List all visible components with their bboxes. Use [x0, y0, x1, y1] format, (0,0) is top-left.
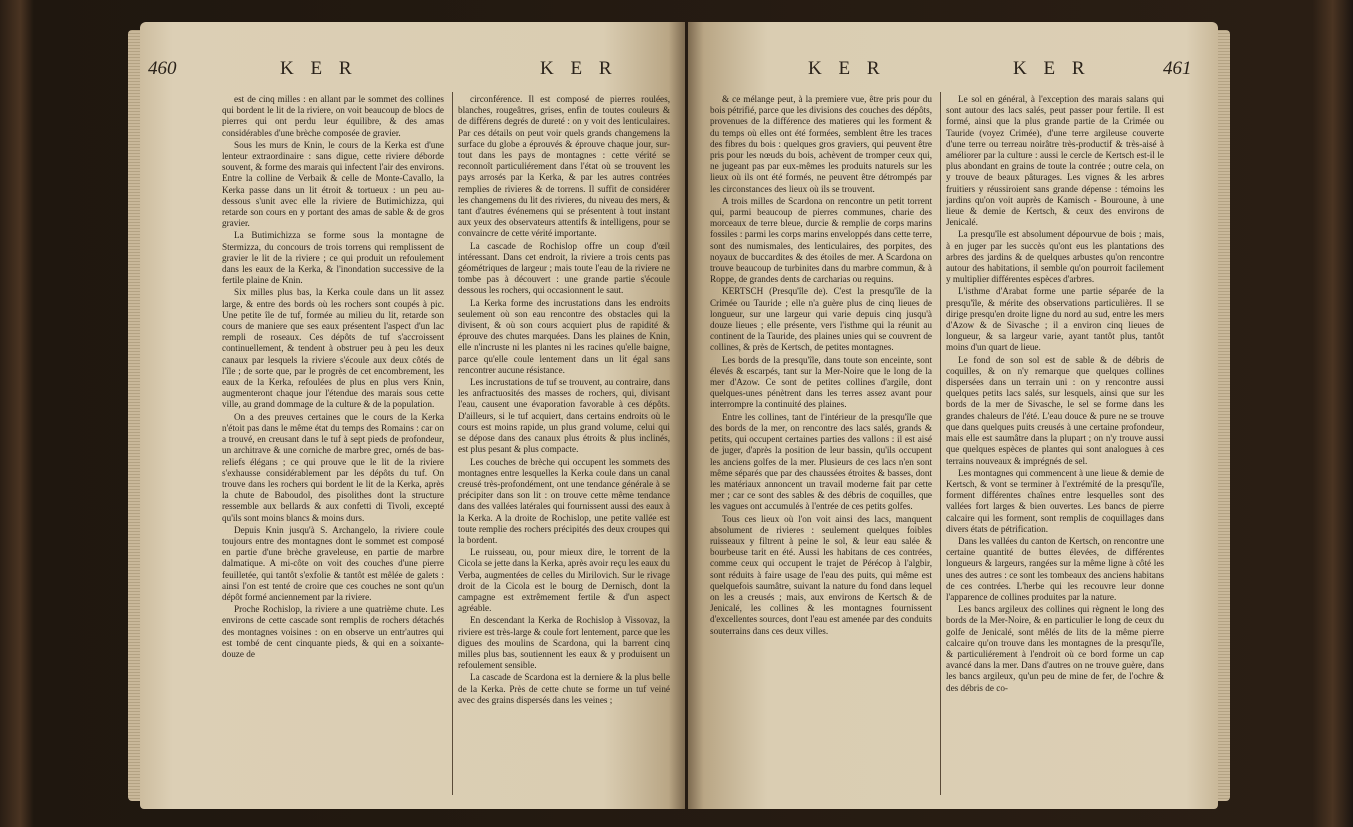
paragraph: Depuis Knin jusqu'à S. Archangelo, la riviere coule toujours entre des montagnes dont le sommet est composé en partie d'une brèche graveleuse, en partie de marbre dalmatique. A mi-côte on voit des couches d'une pierre feuilletée, qui tantôt s'exfolie & tantôt est mêlée de galets : ainsi l'on est tenté de croire que ces couches ne sont qu'un dépôt formé anciennement par la riviere. — [222, 524, 444, 602]
column-rule — [452, 92, 453, 795]
paragraph: Les montagnes qui commencent à une lieue & demie de Kertsch, & vont se terminer à l'extrémité de la presqu'île, forment différentes chaînes entre lesquelles sont des vallées fort larges & bien ouvertes. Les bancs de pierre calcaire qui les forment, sont remplis de coquillages dans divers états de pétrification. — [946, 467, 1164, 534]
paragraph: Entre les collines, tant de l'intérieur de la presqu'île que des bords de la mer, on rencontre des lacs salés, grands & petits, qui occupent certaines parties des vallons : il est aisé de juger, d'après la position de leur bassin, qu'ils occupent les anciens golfes de la mer. Plusieurs de ces lacs n'en sont même séparés que par des chaussées étroites & basses, dont les matériaux annoncent un travail moderne fait par cette mer ; car ce sont des sables & des débris de coquilles, que les vagues ont accumulés à l'entrée de ces petits golfes. — [710, 411, 932, 512]
paragraph: Le ruisseau, ou, pour mieux dire, le torrent de la Cicola se jette dans la Kerka, après avoir reçu les eaux du Verba, augmentées de celles du Mirilovich. Sur le rivage droit de la Cicola est le bourg de Dernisch, dont la campagne est extrêmement fertile & d'un aspect agréable. — [458, 547, 670, 614]
running-header: K E R — [540, 58, 618, 79]
paragraph: Le fond de son sol est de sable & de débris de coquilles, & on n'y remarque que quelques collines dispersées dans un terrain uni : on y rencontre aussi quelques petits lacs salés, sur lesquels, ainsi que sur les bords de la mer de Sivasche, le sel se forme dans les grandes chaleurs de l'été. L'eau douce & pure ne se trouve que dans quelques puits creusés à une certaine profondeur, mais elle est saumâtre dans la plupart ; on n'y trouve aussi que quelques espèces de plantes qui sont analogues à ces terrains nouveaux & imprégnés de sel. — [946, 354, 1164, 466]
column-rule — [940, 92, 941, 795]
paragraph: Tous ces lieux où l'on voit ainsi des lacs, manquent absolument de rivieres : seulement quelques foibles ruisseaux y filtrent à peine le sol, & leur eau salée & bourbeuse tarit en été. Aussi les habitans de ces contrées, comme ceux qui occupent le trajet de Pérécop à l'algbir, sont réduits à faire usage de l'eau des puits, qui même est quelquefois saumâtre, suivant la nature du fond dans lequel on les a creusés ; mais, aux environs de Kertsch & de Jenicalé, les collines & les montagnes fournissent d'excellentes sources, dont l'eau est amenée par des conduits souterrains dans ces deux villes. — [710, 513, 932, 636]
paragraph: KERTSCH (Presqu'île de). C'est la presqu'île de la Crimée ou Tauride ; elle n'a guère plus de cinq lieues de longueur, sur une largeur qui varie depuis cinq jusqu'à douze lieues ; elle présente, vers l'isthme qui la réunit au continent de la Tauride, des plaines unies qui se couvrent de collines, & près de Kertsch, de petites montagnes. — [710, 286, 932, 353]
paragraph: Les couches de brèche qui occupent les sommets des montagnes entre lesquelles la Kerka coule dans un canal creusé très-profondément, ont une tendance générale à se précipiter dans son lit : on trouve cette même tendance dans des vallées latérales qui fournissent aussi des eaux à la Kerka. A la droite de Rochislop, une petite vallée est toute remplie des rochers précipités des deux croupes qui la bordent. — [458, 456, 670, 545]
running-header: K E R — [808, 58, 886, 79]
paragraph: est de cinq milles : en allant par le sommet des collines qui bordent le lit de la riviere, on voit beaucoup de blocs de pierres qui ont perdu leur équilibre, & des amas considérables d'une brèche composée de gravier. — [222, 94, 444, 138]
paragraph: A trois milles de Scardona on rencontre un petit torrent qui, parmi beaucoup de pierres communes, charie des morceaux de terre bleue, durcie & remplie de corps marins fossiles : parmi les corps marins enveloppés dans cette terre, sont des numismales, des lenticulaires, des porpites, des noyaux de buccardites & des étoiles de mer. A Scardona on trouve beaucoup de turbinites dans du marbre commun, & à Roppe, de grandes dents de carcharias ou requins. — [710, 195, 932, 285]
paragraph: Sous les murs de Knin, le cours de la Kerka est d'une lenteur extraordinaire : sans digue, cette riviere déborde souvent, & forme des marais qui infectent l'air des environs. Entre la colline de Verbaik & celle de Monte-Cavallo, la Kerka passe dans un lit étroit & tortueux : un peu au-dessous s'unit avec elle la riviere de Butimichizza, qui retarde son cours en y portant des amas de sable & de gros gravier. — [222, 139, 444, 229]
page-number: 460 — [148, 58, 177, 79]
paragraph: Les bancs argileux des collines qui règnent le long des bords de la Mer-Noire, & en particulier le long de ceux du golfe de Jenicalé, sont mêlés de lits de la même pierre calcaire qu'on trouve dans les montagnes de la presqu'île, & particuliérement à l'endroit où ce bord forme un cap avancé dans la mer. Dans d'autres on ne trouve guère, dans les bancs argileux, qu'un peu de mine de fer, de l'ochre & des débris de co- — [946, 604, 1164, 693]
text-column — [710, 94, 932, 797]
text-column — [946, 94, 1164, 797]
paragraph: Le sol en général, à l'exception des marais salans qui sont autour des lacs salés, peut passer pour fertile. Il est formé, ainsi que la plus grande partie de la Crimée ou Tauride (voyez Crimée), d'une terre argileuse couverte d'une terre ou terreau noirâtre très-productif & très-aisé à améliorer par la culture : aussi le cercle de Kertsch est-il le plus abondant en grains de toute la contrée ; outre cela, on y trouve de beaux pâturages. Les vignes & les arbres fruitiers y réussiroient sans grande dépense : témoins les jardins qu'on voit auprès de Kamisch - Bouroune, à une lieue & demie de Kertsch, & ceux des environs de Jenicalé. — [946, 94, 1164, 228]
paragraph: La cascade de Rochislop offre un coup d'œil intéressant. Dans cet endroit, la riviere a trois cents pas géométriques de largeur ; mais toute l'eau de la riviere ne tombe pas à découvert : une grande partie s'écoule dessous les rochers, qui occasionnent le saut. — [458, 240, 670, 296]
page-number: 461 — [1163, 58, 1192, 79]
paragraph: On a des preuves certaines que le cours de la Kerka n'étoit pas dans le même état du temps des Romains : car on a trouvé, en creusant dans le tuf à sept pieds de profondeur, un architrave & une corniche de marbre grec, ornés de bas-reliefs élégans ; ce qui prouve que le lit de la riviere s'exhausse considérablement par les dépôts du tuf. On trouve dans les rochers qui bordent le lit de la Kerka, après la chute de Baboudol, des pisolithes dont la structure ressemble aux bellards & aux confetti di Tivoli, excepté qu'ils sont moins blancs & moins durs. — [222, 411, 444, 523]
paragraph: Les incrustations de tuf se trouvent, au contraire, dans les anfractuosités des masses de rochers, qui, divisant l'eau, causent une évaporation favorable à ces dépôts. D'ailleurs, si le tuf acquiert, dans certains endroits où le cours est moins rapide, un plus grand volume, celui qui se dépose dans des canaux plus étroits & plus inclinés, est plus pesant & plus compacte. — [458, 377, 670, 455]
paragraph: La Butimichizza se forme sous la montagne de Stermizza, du concours de trois torrens qui remplissent de gravier le lit de la riviere ; ce qui produit un refoulement dans les eaux de la Kerka, & l'inondation successive de la fertile plaine de Knin. — [222, 230, 444, 286]
paragraph: circonférence. Il est composé de pierres roulées, blanches, rougeâtres, grises, enfin de toutes couleurs & de différens degrés de dureté : on y voit des lenticulaires. Par ces détails on peut voir quels grands changemens la surface du globe a éprouvés & éprouve chaque jour, sur-tout dans les pays de montagnes : cette vérité se reconnoît particuliérement dans l'état où se trouvent les pays arrosés par la Kerka, & par les autres contrées remplies de rivieres & de torrens. Il suffit de considérer les changemens du lit des rivieres, du niveau des mers, & tant d'autres événemens qui se présentent à tout instant aux yeux des observateurs attentifs & intelligens, pour se convaincre de cette vérité importante. — [458, 94, 670, 239]
paragraph: La Kerka forme des incrustations dans les endroits seulement où son eau rencontre des obstacles qui la divisent, & où son cours acquiert plus de rapidité & éprouve des chutes marquées. Dans les plaines de Knin, elle n'incruste ni les plantes ni les racines qu'elle baigne, parce qu'elle coule lentement dans un lit égal sans rencontrer aucune résistance. — [458, 297, 670, 375]
paragraph: En descendant la Kerka de Rochislop à Vissovaz, la riviere est très-large & coule fort lentement, parce que les digues des moulins de Scardona, qui la barrent cinq milles plus bas, soutiennent les eaux & y produisent un refoulement sensible. — [458, 615, 670, 671]
paragraph: Six milles plus bas, la Kerka coule dans un lit assez large, & entre des bords où les rochers sont coupés à pic. Une petite île de tuf, formée au milieu du lit, retarde son cours de maniere que ses eaux présentent l'aspect d'un lac rempli de roseaux. Ces dépôts de tuf s'accroissent continuellement, & tendent à obstruer peu à peu les deux canaux par lesquels la riviere s'écoule aux deux côtés de l'île ; de sorte que, par le progrès de cet encombrement, les eaux de la Kerka, refoulées de plus en plus vers Knin, augmenteront chaque jour l'étendue des marais sous cette ville, au grand dommage de la culture & de la population. — [222, 287, 444, 410]
running-header: K E R — [280, 58, 358, 79]
paragraph: L'isthme d'Arabat forme une partie séparée de la presqu'île, & mérite des observations particulières. Il se dirige presqu'en droite ligne du nord au sud, entre les mers d'Azow & de Sivasche ; il a environ cinq lieues de longueur, & sa largeur varie, ayant tantôt plus, tantôt moins d'un quart de lieue. — [946, 286, 1164, 353]
running-header: K E R — [1013, 58, 1091, 79]
paragraph: Les bords de la presqu'île, dans toute son enceinte, sont élevés & escarpés, tant sur la Mer-Noire que le long de la mer d'Azow. Ce sont de petites collines d'argile, dont quelques-unes pénètrent dans les terres assez avant pour interrompre la continuité des plaines. — [710, 354, 932, 410]
page-edges-right — [1216, 30, 1230, 801]
paragraph: Dans les vallées du canton de Kertsch, on rencontre une certaine quantité de buttes élevées, de différentes longueurs & largeurs, rangées sur la même ligne à côté les unes des autres : ce sont les tombeaux des anciens habitans de ces contrées. L'herbe qui les recouvre leur donne l'apparence de collines produites par la nature. — [946, 535, 1164, 602]
paragraph: La presqu'île est absolument dépourvue de bois ; mais, à en juger par les succès qu'ont eus les plantations des arbres des jardins & de quelques arbustes qu'on rencontre autour des habitations, il semble qu'on pourroit facilement y multiplier différentes espèces d'arbres. — [946, 229, 1164, 285]
paragraph: & ce mélange peut, à la premiere vue, être pris pour du bois pétrifié, parce que les divisions des couches des dépôts, provenues de la différence des matieres qui les forment & du temps où elles ont été formées, semblent être les traces des fibres du bois : quelques gros graviers, qui peuvent être pris pour les nœuds du bois, achèvent de tromper ceux qui, ne jugeant pas par eux-mêmes les produits naturels sur les lieux où ils ont été formés, ne peuvent être détrompés par les circonstances des lieux où ils se trouvent. — [710, 94, 932, 194]
left-page — [140, 22, 685, 809]
text-column — [458, 94, 670, 797]
right-page — [688, 22, 1218, 809]
paragraph: Proche Rochislop, la riviere a une quatrième chute. Les environs de cette cascade sont remplis de rochers détachés des montagnes voisines : on en observe un entr'autres qui est tombé de cent cinquante pieds, & qui en a soixante-douze de — [222, 604, 444, 659]
text-column — [222, 94, 444, 797]
paragraph: La cascade de Scardona est la derniere & la plus belle de la Kerka. Près de cette chute se forme un tuf veiné avec des grains dispersés dans les veines ; — [458, 672, 670, 705]
